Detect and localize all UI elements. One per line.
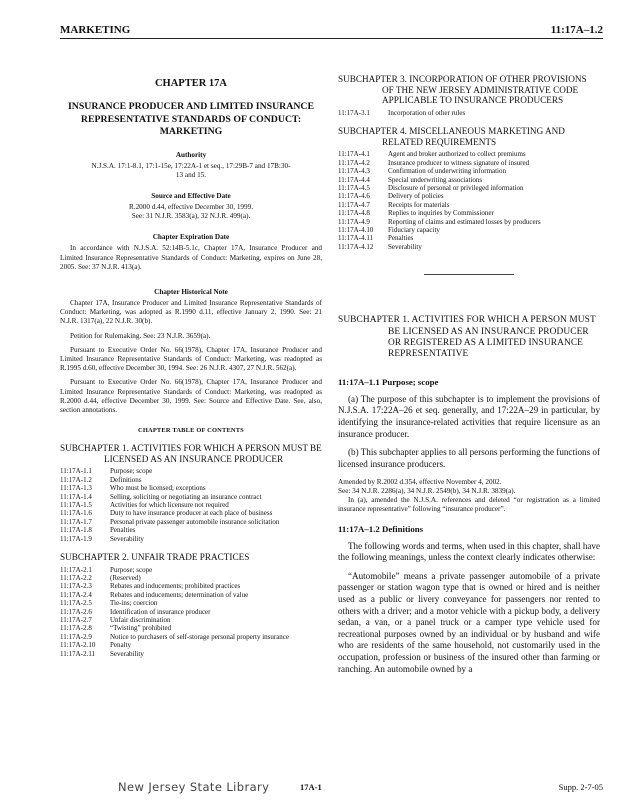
page-footer	[0, 780, 623, 796]
toc-entry	[338, 192, 541, 200]
toc-entry-number: 11:17A-4.4	[338, 175, 370, 184]
toc-entry-number: 11:17A-2.8	[60, 624, 92, 633]
toc-entry	[60, 484, 279, 492]
toc-entry-title: Severability	[110, 534, 144, 543]
toc-entry	[60, 518, 279, 526]
toc-entry-number: 11:17A-1.1	[60, 467, 92, 476]
section-1-1-paragraph-b: (b) This subchapter applies to all persons performing the functions of licensed insurance producers.	[338, 447, 600, 469]
toc-entry	[60, 467, 279, 475]
toc-subchapter-1-title: SUBCHAPTER 1. ACTIVITIES FOR WHICH A PERSON MUST BE LICENSED AS AN INSURANCE PRODUCER	[60, 443, 322, 464]
toc-entry	[338, 167, 541, 175]
toc-entry-number: 11:17A-1.7	[60, 517, 92, 526]
toc-entry	[60, 599, 289, 607]
toc-subchapter-4-list	[338, 150, 541, 251]
section-1-1-paragraph-a: (a) The purpose of this subchapter is to implement the provisions of N.J.S.A. 17:22A–26 et seq. generally, and 17:22A–29 in particular, by identifying the insurance-related activities that require licensure as an insurance producer.	[338, 393, 600, 439]
toc-entry-title: Duty to have insurance producer at each place of business	[110, 509, 273, 518]
toc-entry-title: Tie-ins; coercion	[110, 599, 158, 608]
toc-entry	[60, 616, 289, 624]
toc-entry-number: 11:17A-1.8	[60, 526, 92, 535]
toc-entry	[60, 535, 279, 543]
section-1-2-heading: 11:17A–1.2 Definitions	[338, 523, 424, 534]
toc-entry-title: (Reserved)	[110, 574, 141, 582]
toc-entry-title: Purpose; scope	[110, 467, 153, 476]
toc-entry	[60, 493, 279, 501]
toc-entry-number: 11:17A-4.9	[338, 217, 370, 226]
toc-entry-number: 11:17A-2.2	[60, 574, 92, 582]
toc-entry	[60, 574, 289, 582]
toc-entry	[60, 476, 279, 484]
toc-entry-title: Purpose; scope	[110, 565, 153, 574]
history-paragraph-4: Pursuant to Executive Order No. 66(1978), Chapter 17A, Insurance Producer and Limited Insurance Representative Standards of Conduct: Marketing, was readopted as R.2000 d.44, effective December 30, 1999. See: Source and Effective Date. See, also, section annotations.	[60, 378, 322, 414]
toc-entry-number: 11:17A-2.4	[60, 590, 92, 599]
toc-entry-title: Insurance producer to witness signature of insured	[388, 158, 530, 167]
toc-entry	[338, 209, 541, 217]
toc-entry	[338, 234, 541, 242]
toc-entry-title: Personal private passenger automobile insurance solicitation	[110, 517, 280, 526]
toc-entry-title: Selling, soliciting or negotiating an insurance contract	[110, 492, 262, 501]
toc-entry	[60, 566, 289, 574]
toc-entry-title: Receipts for materials	[388, 200, 450, 209]
toc-entry-title: Activities for which licensure not required	[110, 500, 229, 509]
toc-entry	[338, 243, 541, 251]
toc-entry-title: Penalty	[110, 641, 131, 650]
toc-entry-title: Penalties	[388, 234, 414, 243]
authority-heading: Authority	[175, 150, 207, 159]
history-heading: Chapter Historical Note	[154, 287, 228, 296]
history-paragraph-1: Chapter 17A, Insurance Producer and Limited Insurance Representative Standards of Conduct: Marketing, was adopted as R.1990 d.11, effective January 2, 1990. See: 21 N.J.R. 1317(a), 22 N.J.R. 30(b).	[60, 298, 322, 326]
toc-entry-number: 11:17A-2.6	[60, 607, 92, 616]
toc-entry-number: 11:17A-4.6	[338, 192, 370, 201]
toc-entry-number: 11:17A-4.2	[338, 158, 370, 167]
toc-subchapter-2-title: SUBCHAPTER 2. UNFAIR TRADE PRACTICES	[60, 552, 250, 562]
authority-text: N.J.S.A. 17:1-8.1, 17:1-15e, 17:22A-1 et seq., 17:29B-7 and 17B:30-13 and 15.	[91, 161, 291, 179]
toc-entry-number: 11:17A-1.9	[60, 534, 92, 543]
toc-entry-title: Identification of insurance producer	[110, 607, 211, 616]
toc-entry	[60, 633, 289, 641]
toc-entry	[60, 591, 289, 599]
running-header-left: MARKETING	[60, 24, 131, 36]
toc-subchapter-2-list	[60, 566, 289, 658]
history-paragraph-2: Petition for Rulemaking. See: 23 N.J.R. 3659(a).	[70, 331, 211, 340]
toc-entry	[60, 608, 289, 616]
toc-entry-number: 11:17A-4.8	[338, 209, 370, 218]
toc-entry	[60, 650, 289, 658]
toc-entry	[60, 641, 289, 649]
toc-entry-title: Replies to inquiries by Commissioner	[388, 209, 494, 218]
toc-entry-number: 11:17A-1.5	[60, 500, 92, 509]
left-column	[60, 70, 322, 658]
toc-entry-number: 11:17A-2.9	[60, 632, 92, 641]
toc-entry-title: Unfair discrimination	[110, 616, 171, 625]
toc-entry	[338, 226, 541, 234]
toc-entry	[60, 526, 279, 534]
toc-entry-title: Fiduciary capacity	[388, 226, 440, 235]
toc-entry	[60, 509, 279, 517]
toc-entry-number: 11:17A-2.5	[60, 599, 92, 608]
toc-entry-title: Penalties	[110, 526, 136, 535]
toc-entry-number: 11:17A-1.6	[60, 509, 92, 518]
toc-entry	[338, 201, 541, 209]
amendment-line-1: Amended by R.2002 d.354, effective November 4, 2002.	[338, 478, 502, 487]
toc-entry-number: 11:17A-4.5	[338, 184, 370, 192]
section-1-2-paragraph-2: “Automobile” means a private passenger automobile of a private passenger or station wagon type that is owned or hired and is neither used as a public or livery conveyance for passengers nor rented to others with a driver; and a motor vehicle with a pickup body, a delivery sedan, a van, or a panel truck or a camper type vehicle used for recreational purposes owned by an individual or by husband and wife who are residents of the same household, not customarily used in the occupation, profession or business of the insured other than farming or ranching. An automobile owned by a	[338, 570, 600, 674]
subchapter-1-heading: SUBCHAPTER 1. ACTIVITIES FOR WHICH A PERSON MUST BE LICENSED AS AN INSURANCE PRODUCER OR REGISTERED AS A LIMITED INSURANCE REPRESENTATIVE	[338, 315, 596, 360]
section-1-1-heading: 11:17A–1.1 Purpose; scope	[338, 376, 439, 387]
toc-entry-title: Agent and broker authorized to collect premiums	[388, 150, 526, 159]
running-header	[60, 24, 603, 39]
toc-entry-number: 11:17A-1.3	[60, 484, 92, 493]
toc-entry-title: Delivery of policies	[388, 192, 444, 201]
toc-subchapter-3-list	[338, 109, 465, 117]
toc-entry-number: 11:17A-4.11	[338, 234, 374, 243]
toc-entry-title: Who must be licensed; exceptions	[110, 484, 206, 493]
chapter-number: CHAPTER 17A	[154, 78, 228, 89]
right-column	[338, 74, 600, 675]
toc-entry	[338, 176, 541, 184]
toc-entry-number: 11:17A-2.1	[60, 565, 92, 574]
toc-entry	[338, 159, 541, 167]
toc-entry-title: Rebates and inducements; determination of value	[110, 590, 249, 599]
toc-entry-number: 11:17A-1.2	[60, 475, 92, 484]
toc-subchapter-4-title: SUBCHAPTER 4. MISCELLANEOUS MARKETING AND RELATED REQUIREMENTS	[338, 126, 565, 147]
toc-entry-title: Disclosure of personal or privileged information	[388, 184, 524, 192]
toc-entry-number: 11:17A-4.3	[338, 167, 370, 176]
toc-entry-title: Definitions	[110, 475, 142, 484]
toc-entry	[338, 150, 541, 158]
toc-entry-title: Notice to purchasers of self-storage personal property insurance	[110, 632, 290, 641]
toc-entry-title: Confirmation of underwriting information	[388, 167, 507, 176]
section-1-2-paragraph-1: The following words and terms, when used in this chapter, shall have the following meanings, unless the context clearly indicates otherwise:	[338, 540, 600, 563]
toc-entry-title: Incorporation of other rules	[388, 108, 466, 117]
toc-entry-number: 11:17A-4.10	[338, 226, 374, 235]
toc-entry-number: 11:17A-4.1	[338, 150, 370, 159]
toc-entry	[60, 582, 289, 590]
toc-entry-title: Rebates and inducements; prohibited practices	[110, 582, 241, 591]
source-text-1: R.2000 d.44, effective December 30, 1999.	[128, 202, 254, 211]
toc-entry-number: 11:17A-4.12	[338, 242, 374, 251]
toc-entry-number: 11:17A-3.1	[338, 108, 370, 117]
toc-entry-title: Severability	[110, 649, 144, 658]
toc-entry-number: 11:17A-2.3	[60, 582, 92, 591]
toc-entry-title: “Twisting” prohibited	[110, 624, 172, 633]
page-number: 17A-1	[300, 782, 322, 792]
toc-entry	[60, 624, 289, 632]
toc-entry	[338, 218, 541, 226]
toc-entry-number: 11:17A-4.7	[338, 200, 370, 209]
toc-entry-title: Reporting of claims and estimated losses by producers	[388, 217, 541, 226]
toc-heading: CHAPTER TABLE OF CONTENTS	[138, 427, 244, 435]
toc-entry-title: Severability	[388, 242, 422, 251]
toc-subchapter-3-title: SUBCHAPTER 3. INCORPORATION OF OTHER PROVISIONS OF THE NEW JERSEY ADMINISTRATIVE CODE APPLICABLE TO INSURANCE PRODUCERS	[338, 74, 587, 106]
history-paragraph-3: Pursuant to Executive Order No. 66(1978), Chapter 17A, Insurance Producer and Limited Insurance Representative Standards of Conduct: Marketing, was readopted as R.1995 d.60, effective December 30, 1994. See: 26 N.J.R. 4307, 27 N.J.R. 562(a).	[60, 345, 322, 373]
toc-entry	[338, 109, 465, 117]
expiration-text: In accordance with N.J.S.A. 52:14B-5.1c, Chapter 17A, Insurance Producer and Limited Insurance Representative Standards of Conduct: Marketing, expires on June 28, 2005. See: 37 N.J.R. 413(a).	[60, 244, 322, 271]
toc-entry-number: 11:17A-2.11	[60, 649, 96, 658]
amendment-line-2: See: 34 N.J.R. 2286(a), 34 N.J.R. 2549(b), 34 N.J.R. 3839(a).	[338, 487, 516, 496]
toc-entry-title: Special underwriting associations	[388, 175, 483, 184]
supplement-date: Supp. 2-7-05	[558, 782, 603, 792]
toc-entry-number: 11:17A-2.7	[60, 616, 92, 625]
toc-entry-number: 11:17A-1.4	[60, 492, 92, 501]
toc-entry	[338, 184, 541, 192]
amendment-note	[338, 478, 600, 513]
toc-entry	[60, 501, 279, 509]
source-heading: Source and Effective Date	[151, 191, 231, 200]
source-text-2: See: 31 N.J.R. 3583(a), 32 N.J.R. 499(a).	[131, 212, 251, 221]
running-header-right: 11:17A–1.2	[550, 24, 603, 36]
toc-subchapter-1-list	[60, 467, 279, 543]
chapter-title: INSURANCE PRODUCER AND LIMITED INSURANCE REPRESENTATIVE STANDARDS OF CONDUCT: MARKETING	[67, 101, 315, 137]
expiration-heading: Chapter Expiration Date	[152, 233, 230, 242]
library-watermark: New Jersey State Library	[118, 780, 270, 794]
amendment-line-3: In (a), amended the N.J.S.A. references and deleted “or registration as a limited insurance representative” following “insurance producer”.	[338, 496, 600, 513]
toc-entry-number: 11:17A-2.10	[60, 641, 96, 650]
section-divider	[424, 274, 514, 275]
